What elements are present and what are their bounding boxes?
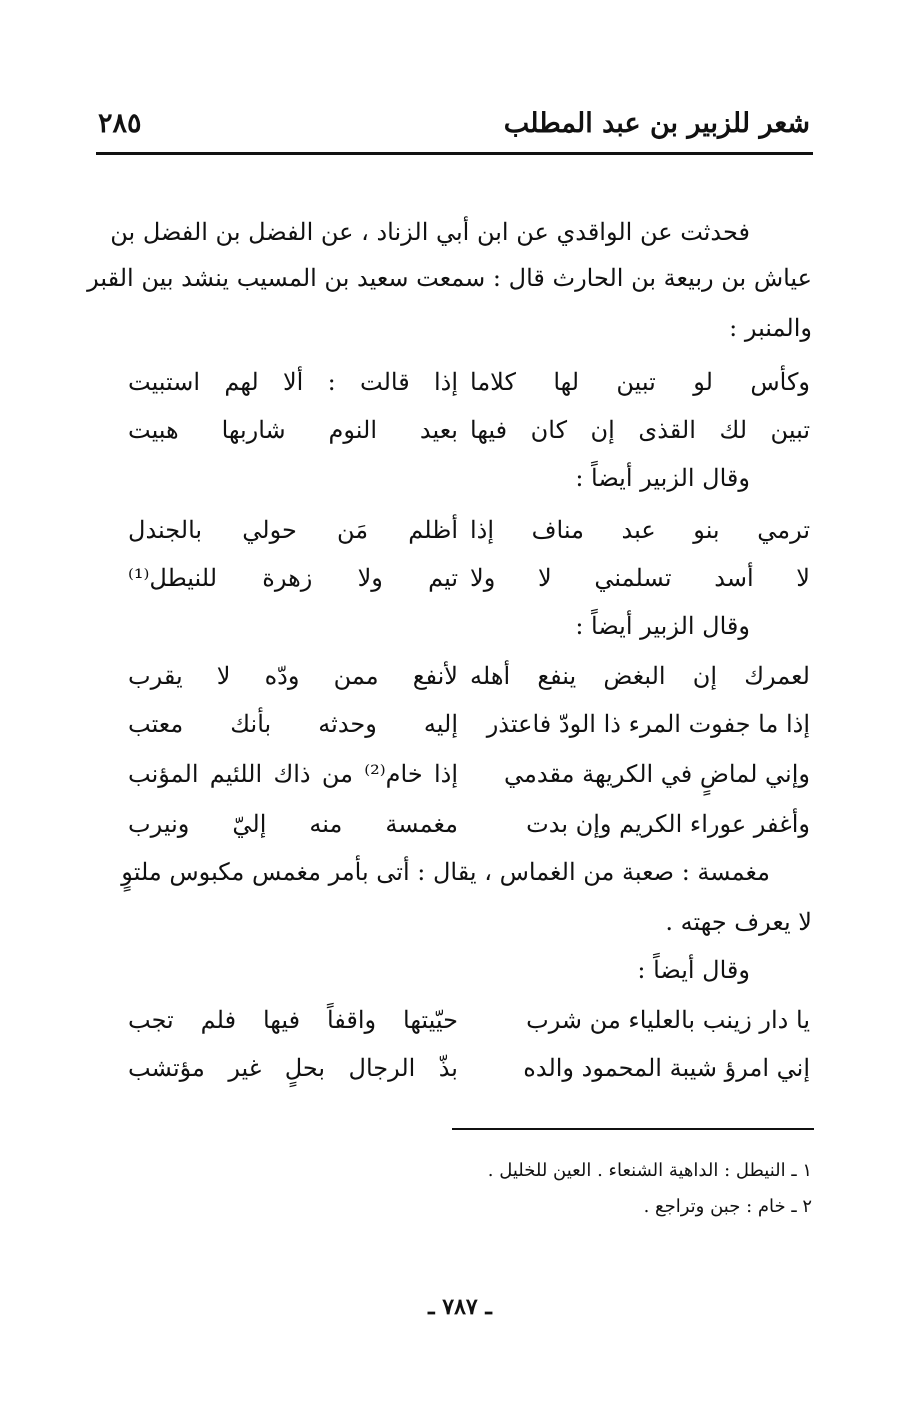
poem1-verse1-second-hemistich: إذا قالت : ألا لهم استبيت [128, 368, 458, 396]
poem2-verse2-first-hemistich: لا أسد تسلمني لا ولا [470, 564, 810, 592]
poem2-verse1-first-hemistich: ترمي بنو عبد مناف إذا [470, 516, 810, 544]
poem3-verse3-second-hemistich: إذا خام⁽²⁾ من ذاك اللئيم المؤنب [128, 760, 458, 788]
poem3-verse2-second-hemistich: إليه وحدثه بأنك معتب [128, 710, 458, 738]
poem4-verse2-second-hemistich: بذّ الرجال بحلٍ غير مؤتشب [128, 1054, 458, 1082]
section-intro-3: وقال أيضاً : [637, 956, 750, 984]
poem2-verse2-second-hemistich: تيم ولا زهرة للنيطل⁽¹⁾ [128, 564, 458, 592]
intro-line-1: فحدثت عن الواقدي عن ابن أبي الزناد ، عن الفضل بن الفضل بن [110, 218, 750, 246]
poem3-verse4-second-hemistich: مغمسة منه إليّ ونيرب [128, 810, 458, 838]
poem3-verse1-second-hemistich: لأنفع ممن ودّه لا يقرب [128, 662, 458, 690]
footnote-1: ١ ـ النيطل : الداهية الشنعاء . العين للخليل . [487, 1160, 812, 1181]
folio-number: ـ ٧٨٧ ـ [428, 1294, 492, 1320]
poem3-verse2-first-hemistich: إذا ما جفوت المرء ذا الودّ فاعتذر [486, 710, 810, 738]
gloss-line-2: لا يعرف جهته . [665, 908, 812, 936]
intro-line-3: والمنبر : [729, 314, 812, 342]
poem4-verse2-first-hemistich: إني امرؤ شيبة المحمود والده [523, 1054, 810, 1082]
poem3-verse4-first-hemistich: وأغفر عوراء الكريم وإن بدت [526, 810, 810, 838]
poem1-verse1-first-hemistich: وكأس لو تبين لها كلاما [470, 368, 810, 396]
intro-line-2: عياش بن ربيعة بن الحارث قال : سمعت سعيد بن المسيب ينشد بين القبر [87, 264, 812, 292]
header-rule [96, 152, 813, 155]
poem1-verse2-first-hemistich: تبين لك القذى إن كان فيها [470, 416, 810, 444]
poem1-verse2-second-hemistich: بعيد النوم شاربها هبيت [128, 416, 458, 444]
footnote-2: ٢ ـ خام : جبن وتراجع . [643, 1196, 812, 1217]
poem3-verse1-first-hemistich: لعمرك إن البغض ينفع أهله [470, 662, 810, 690]
gloss-line-1: مغمسة : صعبة من الغماس ، يقال : أتى بأمر مغمس مكبوس ملتوٍ [121, 858, 770, 886]
page-number: ٢٨٥ [98, 108, 142, 139]
section-intro-2: وقال الزبير أيضاً : [575, 612, 750, 640]
footnote-rule [452, 1128, 814, 1130]
running-title: شعر للزبير بن عبد المطلب [503, 108, 810, 139]
poem4-verse1-first-hemistich: يا دار زينب بالعلياء من شرب [526, 1006, 810, 1034]
poem4-verse1-second-hemistich: حيّيتها واقفاً فيها فلم تجب [128, 1006, 458, 1034]
poem2-verse1-second-hemistich: أظلم مَن حولي بالجندل [128, 516, 458, 544]
section-intro-1: وقال الزبير أيضاً : [575, 464, 750, 492]
poem3-verse3-first-hemistich: وإني لماضٍ في الكريهة مقدمي [504, 760, 810, 788]
